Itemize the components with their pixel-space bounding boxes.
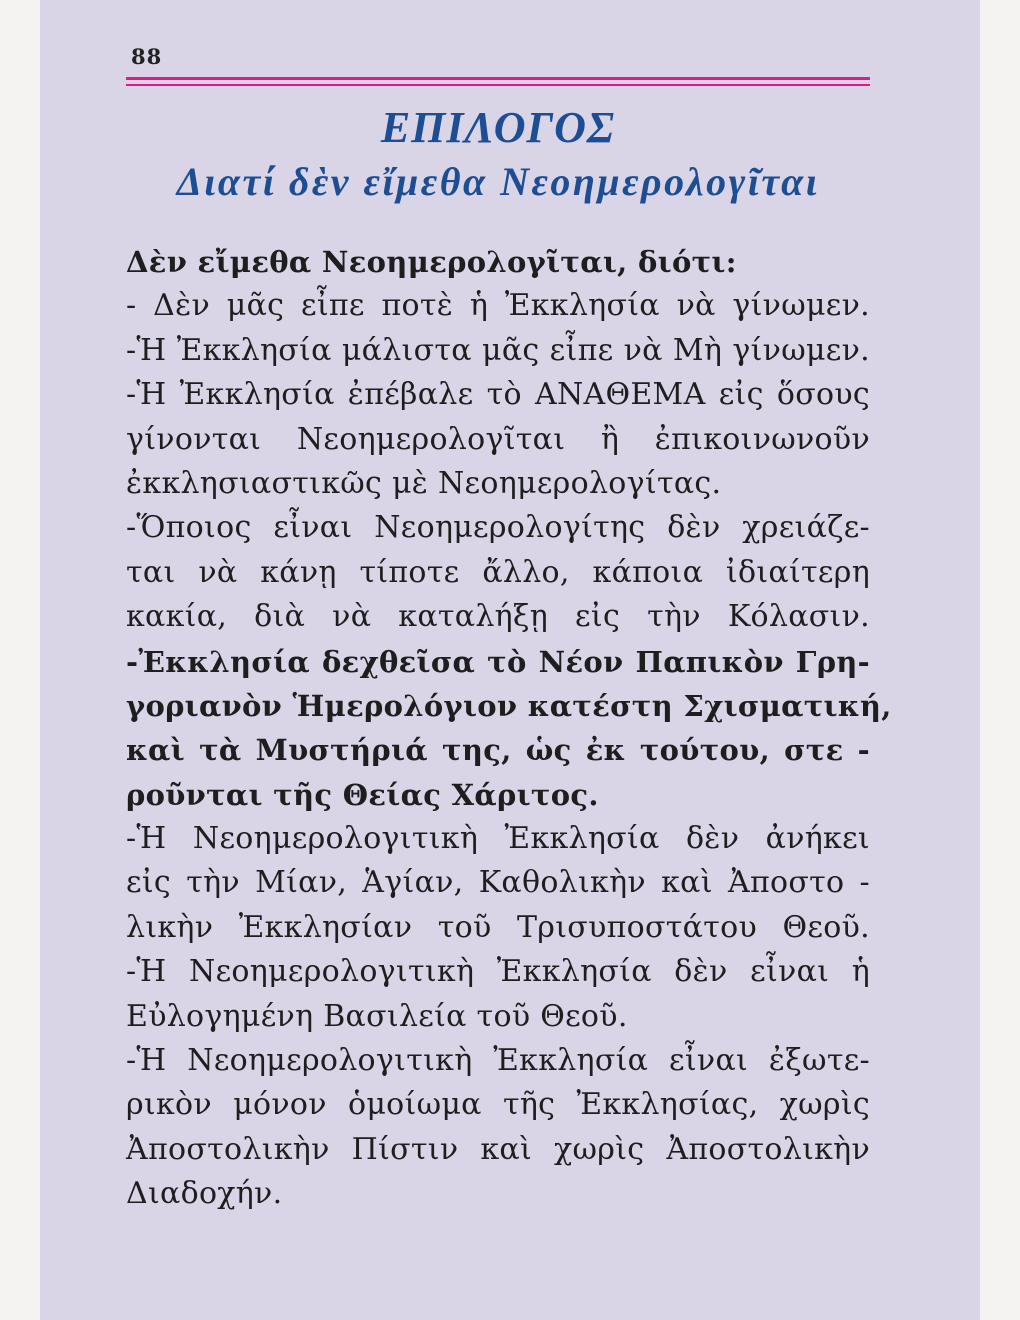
text-line: -Ἡ Νεοημερολογιτικὴ Ἐκκλησία δὲν εἶναι ἡ <box>126 954 870 990</box>
text-line: καὶ τὰ Μυστήριά της, ὡς ἐκ τούτου, στε - <box>126 733 870 768</box>
text-line: ροῦνται τῆς Θείας Χάριτος. <box>126 777 599 812</box>
text-line: -Ἡ Νεοημερολογιτικὴ Ἐκκλησία εἶναι ἐξωτε- <box>126 1043 870 1079</box>
text-line: ἐκκλησιαστικῶς μὲ Νεοημερολογίτας. <box>126 465 722 501</box>
text-line: Ἀποστολικὴν Πίστιν καὶ χωρὶς Ἀποστολικὴν <box>126 1131 870 1167</box>
chapter-subtitle: Διατί δὲν εἴμεθα Νεοημερολογῖται <box>176 159 820 204</box>
text-line: εἰς τὴν Μίαν, Ἁγίαν, Καθολικὴν καὶ Ἀποστο - <box>126 865 870 901</box>
text-line: - Δὲν μᾶς εἶπε ποτὲ ἡ Ἐκκλησία νὰ γίνωμεν. <box>126 288 870 324</box>
text-line: -Ἡ Ἐκκλησία ἐπέβαλε τὸ ΑΝΑΘΕΜΑ εἰς ὅσους <box>126 377 870 413</box>
text-line: κακία, διὰ νὰ καταλήξῃ εἰς τὴν Κόλασιν. <box>126 599 870 635</box>
body-text <box>126 240 892 1217</box>
text-line: λικὴν Ἐκκλησίαν τοῦ Τρισυποστάτου Θεοῦ. <box>126 909 870 945</box>
text-line: Διαδοχήν. <box>126 1176 283 1212</box>
text-line: γίνονται Νεοημερολογῖται ἢ ἐπικοινωνοῦν <box>126 421 870 457</box>
text-line: ται νὰ κάνῃ τίποτε ἄλλο, κάποια ἰδιαίτερη <box>126 554 870 590</box>
chapter-title: ΕΠΙΛΟΓΟΣ <box>380 103 616 152</box>
page-number: 88 <box>131 44 163 69</box>
header-rule-top <box>126 77 870 80</box>
text-line: -Ἡ Νεοημερολογιτικὴ Ἐκκλησία δὲν ἀνήκει <box>126 821 870 857</box>
text-line: γοριανὸν Ἡμερολόγιον κατέστη Σχισματική, <box>126 688 892 723</box>
text-line: Δὲν εἴμεθα Νεοημερολογῖται, διότι: <box>126 245 737 279</box>
text-line: -Ὅποιος εἶναι Νεοημερολογίτης δὲν χρειάζε- <box>126 510 870 546</box>
text-line: -Ἐκκλησία δεχθεῖσα τὸ Νέον Παπικὸν Γρη- <box>126 644 870 679</box>
header-rule-bottom <box>126 84 870 86</box>
book-page <box>40 0 980 1320</box>
text-line: ρικὸν μόνον ὁμοίωμα τῆς Ἐκκλησίας, χωρὶς <box>126 1087 870 1123</box>
text-line: Εὐλογημένη Βασιλεία τοῦ Θεοῦ. <box>126 998 628 1034</box>
text-line: -Ἡ Ἐκκλησία μάλιστα μᾶς εἶπε νὰ Μὴ γίνωμεν. <box>126 332 870 368</box>
